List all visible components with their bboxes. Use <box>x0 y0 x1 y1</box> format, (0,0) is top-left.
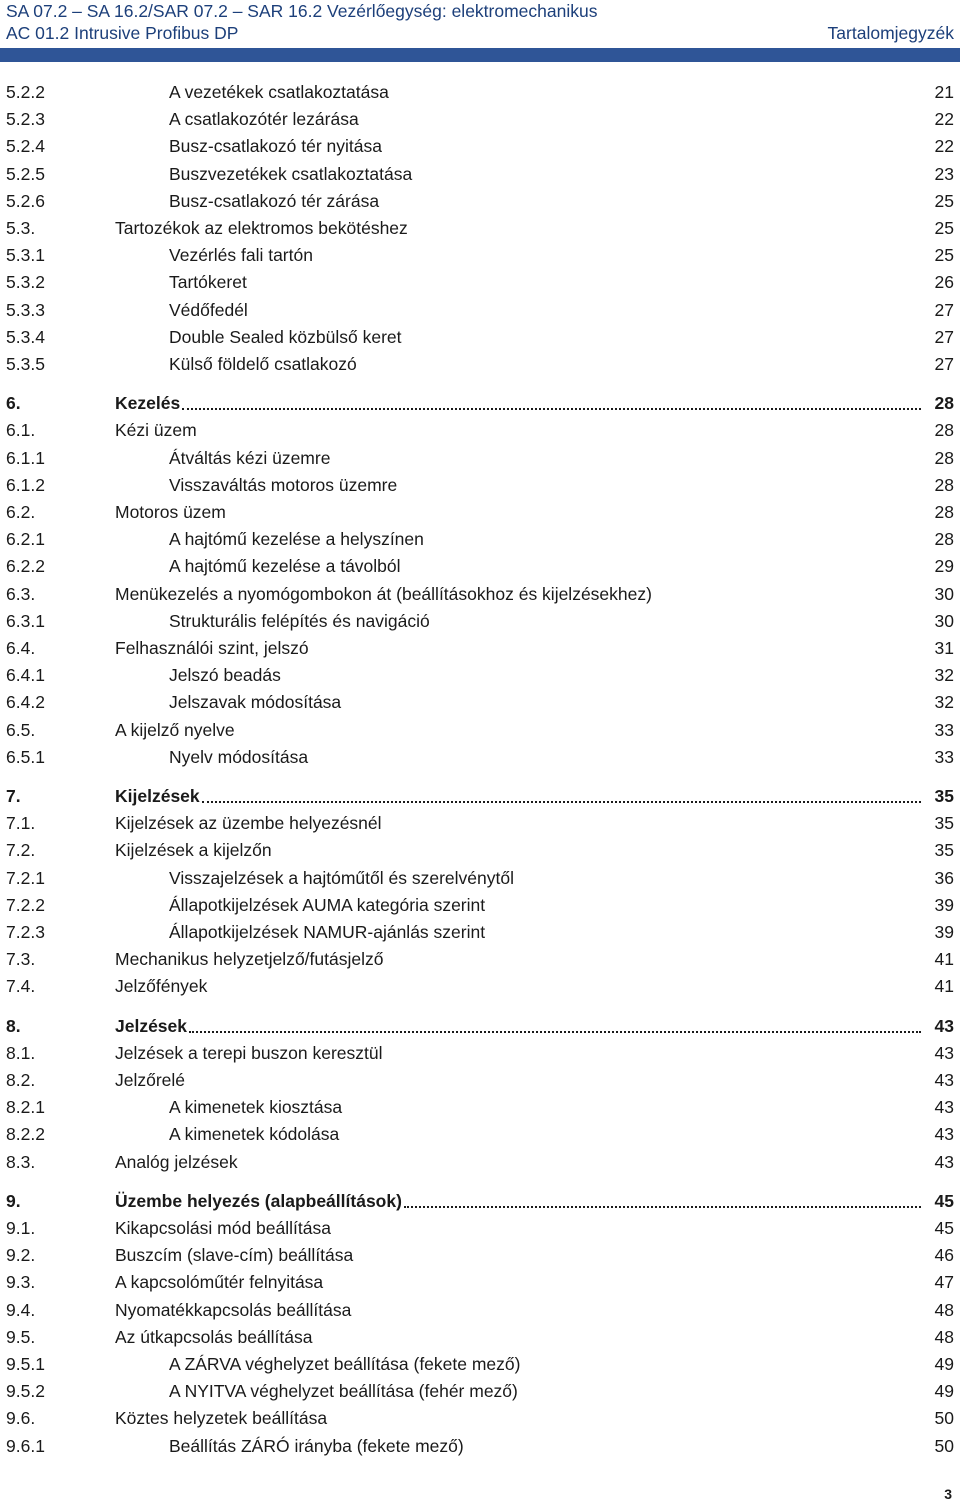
toc-entry-number: 6.5. <box>6 719 36 740</box>
toc-entry-number: 9.5. <box>6 1326 36 1347</box>
toc-entry-number: 8.2. <box>6 1070 36 1090</box>
toc-entry-number: 9.2. <box>6 1245 36 1266</box>
page-header <box>0 0 960 66</box>
toc-entry[interactable] <box>0 1325 960 1349</box>
toc-entry[interactable] <box>0 1352 960 1376</box>
toc-entry[interactable] <box>0 80 960 104</box>
toc-entry-title: Kezelés <box>115 393 181 414</box>
section-title: Tartalomjegyzék <box>827 23 954 43</box>
toc-entry-number: 8. <box>6 1015 21 1036</box>
toc-entry-page: 31 <box>934 638 954 658</box>
toc-entry[interactable] <box>0 1150 960 1174</box>
toc-entry-title: Buszcím (slave-cím) beállítása <box>115 1245 354 1266</box>
toc-entry-page: 33 <box>934 719 954 740</box>
toc-entry-page: 45 <box>934 1218 954 1238</box>
toc-entry[interactable] <box>0 527 960 551</box>
toc-entry-number: 5.2.4 <box>6 136 45 157</box>
toc-entry-number: 5.3.3 <box>6 299 45 320</box>
toc-entry-number: 9.6.1 <box>6 1435 45 1456</box>
document-title: SA 07.2 – SA 16.2/SAR 07.2 – SAR 16.2 Vezérlőegység: elektromechanikus <box>6 1 598 21</box>
toc-entry[interactable] <box>0 690 960 714</box>
toc-entry-page: 30 <box>934 610 954 631</box>
toc-entry-title: A ZÁRVA véghelyzet beállítása (fekete mező) <box>169 1354 521 1374</box>
toc-entry-title: Jelzőrelé <box>115 1070 186 1090</box>
toc-entry-page: 49 <box>934 1381 954 1402</box>
toc-entry[interactable] <box>0 866 960 890</box>
toc-entry[interactable] <box>0 1298 960 1322</box>
toc-entry-title: Védőfedél <box>169 299 248 320</box>
toc-entry-number: 5.3.4 <box>6 326 45 347</box>
toc-entry-title: A hajtómű kezelése a távolból <box>169 556 401 577</box>
toc-entry[interactable] <box>0 107 960 131</box>
toc-entry[interactable] <box>0 582 960 606</box>
toc-entry-title: A kapcsolóműtér felnyitása <box>115 1272 324 1293</box>
toc-entry-title: Jelzések a terepi buszon keresztül <box>115 1042 383 1063</box>
toc-entry-title: Double Sealed közbülső keret <box>169 326 402 347</box>
toc-entry-title: Tartozékok az elektromos bekötéshez <box>115 218 408 238</box>
toc-entry-page: 50 <box>934 1408 954 1429</box>
toc-entry-number: 5.2.6 <box>6 190 45 211</box>
toc-entry[interactable] <box>0 1095 960 1119</box>
toc-entry-page: 33 <box>934 746 954 767</box>
toc-entry-number: 6.1. <box>6 420 36 441</box>
toc-entry-page: 27 <box>934 299 954 320</box>
toc-entry-title: Motoros üzem <box>115 502 226 522</box>
toc-entry-number: 7. <box>6 786 21 806</box>
toc-entry-number: 6.5.1 <box>6 746 45 767</box>
toc-entry-title: A vezetékek csatlakoztatása <box>169 82 389 102</box>
toc-entry-page: 43 <box>934 1097 954 1118</box>
toc-entry-title: Kijelzések a kijelzőn <box>115 840 272 861</box>
toc-entry[interactable] <box>0 1379 960 1403</box>
toc-entry-page: 29 <box>934 556 954 577</box>
toc-entry-number: 7.4. <box>6 976 36 997</box>
toc-entry-page: 43 <box>934 1151 954 1172</box>
toc-entry-number: 9.1. <box>6 1218 36 1238</box>
toc-entry-title: Kijelzések az üzembe helyezésnél <box>115 813 382 834</box>
toc-entry-page: 39 <box>934 922 954 942</box>
toc-entry[interactable] <box>0 893 960 917</box>
toc-entry-page: 39 <box>934 894 954 915</box>
toc-entry-title: Menükezelés a nyomógombokon át (beállításokhoz és kijelzésekhez) <box>115 583 652 604</box>
toc-entry[interactable] <box>0 920 960 944</box>
toc-entry-page: 28 <box>934 529 954 550</box>
toc-entry-title: A kimenetek kódolása <box>169 1124 340 1145</box>
toc-entry-page: 50 <box>934 1435 954 1456</box>
toc-entry-number: 6.2.2 <box>6 556 45 577</box>
toc-entry-number: 7.3. <box>6 949 36 970</box>
toc-entry-title: Külső földelő csatlakozó <box>169 354 357 374</box>
toc-entry-title: Az útkapcsolás beállítása <box>115 1326 313 1347</box>
toc-entry-number: 9.5.2 <box>6 1381 45 1402</box>
toc-entry-page: 35 <box>934 840 954 861</box>
toc-entry-title: A NYITVA véghelyzet beállítása (fehér mező) <box>169 1381 518 1402</box>
toc-entry[interactable] <box>0 811 960 835</box>
toc-entry-title: Átváltás kézi üzemre <box>169 447 331 468</box>
toc-entry-number: 8.1. <box>6 1042 36 1063</box>
toc-entry-number: 9.6. <box>6 1408 36 1429</box>
toc-entry-number: 6.1.2 <box>6 474 45 495</box>
toc-entry[interactable] <box>0 554 960 578</box>
toc-entry-number: 6. <box>6 393 21 414</box>
page-number: 3 <box>944 1486 952 1502</box>
toc-entry-number: 6.1.1 <box>6 447 45 468</box>
toc-entry[interactable] <box>0 162 960 186</box>
toc-entry-page: 41 <box>934 976 954 997</box>
toc-entry-number: 7.2. <box>6 840 36 861</box>
toc-entry-page: 43 <box>934 1042 954 1063</box>
toc-entry-title: Busz-csatlakozó tér zárása <box>169 190 380 211</box>
toc-entry-title: Jelzések <box>115 1015 188 1036</box>
toc-entry-title: Állapotkijelzések NAMUR-ajánlás szerint <box>169 922 486 942</box>
toc-entry-number: 7.1. <box>6 813 36 834</box>
toc-entry-page: 43 <box>934 1015 954 1036</box>
toc-entry-page: 28 <box>934 474 954 495</box>
toc-entry[interactable] <box>0 189 960 213</box>
toc-entry-title: Felhasználói szint, jelszó <box>115 638 309 658</box>
toc-entry[interactable] <box>0 1216 960 1240</box>
toc-entry-page: 49 <box>934 1354 954 1374</box>
toc-dot-leader <box>189 1031 921 1033</box>
toc-entry-page: 28 <box>934 420 954 441</box>
toc-entry[interactable] <box>0 391 960 415</box>
toc-entry-number: 6.2. <box>6 502 36 522</box>
toc-entry[interactable] <box>0 1406 960 1430</box>
toc-entry-page: 25 <box>934 245 954 266</box>
toc-entry-title: Mechanikus helyzetjelző/futásjelző <box>115 949 384 970</box>
toc-entry-number: 5.3. <box>6 218 36 238</box>
toc-entry-title: Buszvezetékek csatlakoztatása <box>169 163 413 184</box>
toc-entry-page: 27 <box>934 326 954 347</box>
toc-entry[interactable] <box>0 352 960 376</box>
toc-entry-page: 28 <box>934 393 954 414</box>
toc-entry[interactable] <box>0 500 960 524</box>
toc-entry-number: 5.2.3 <box>6 109 45 130</box>
toc-entry-title: Állapotkijelzések AUMA kategória szerint <box>169 894 486 915</box>
toc-entry-number: 6.4.1 <box>6 665 45 686</box>
toc-entry-page: 28 <box>934 447 954 468</box>
toc-entry-page: 43 <box>934 1124 954 1145</box>
toc-entry-page: 21 <box>934 82 954 102</box>
toc-entry-page: 35 <box>934 813 954 834</box>
toc-entry[interactable] <box>0 134 960 158</box>
toc-entry-title: A kimenetek kiosztása <box>169 1097 343 1118</box>
toc-entry-number: 9.4. <box>6 1299 36 1320</box>
toc-entry[interactable] <box>0 974 960 998</box>
toc-entry-number: 6.3. <box>6 583 36 604</box>
toc-entry[interactable] <box>0 1041 960 1065</box>
toc-entry-title: Kijelzések <box>115 786 200 806</box>
toc-entry[interactable] <box>0 1122 960 1146</box>
toc-entry-page: 46 <box>934 1245 954 1266</box>
toc-entry[interactable] <box>0 1270 960 1294</box>
toc-entry-number: 5.2.5 <box>6 163 45 184</box>
toc-entry-number: 7.2.1 <box>6 867 45 888</box>
toc-entry-title: A kijelző nyelve <box>115 719 235 740</box>
toc-entry-page: 48 <box>934 1299 954 1320</box>
toc-entry-title: Visszaváltás motoros üzemre <box>169 474 398 495</box>
toc-entry-page: 22 <box>934 109 954 130</box>
toc-entry[interactable] <box>0 270 960 294</box>
toc-entry-title: Üzembe helyezés (alapbeállítások) <box>115 1190 402 1211</box>
toc-entry-title: Strukturális felépítés és navigáció <box>169 610 430 631</box>
toc-entry-page: 28 <box>934 502 954 522</box>
toc-entry-number: 8.2.1 <box>6 1097 45 1118</box>
toc-entry-title: Vezérlés fali tartón <box>169 245 313 266</box>
toc-entry-page: 45 <box>934 1190 954 1211</box>
toc-entry-page: 35 <box>934 786 954 806</box>
toc-entry[interactable] <box>0 325 960 349</box>
toc-entry-number: 5.3.5 <box>6 354 45 374</box>
toc-entry[interactable] <box>0 718 960 742</box>
toc-entry-title: A csatlakozótér lezárása <box>169 109 359 130</box>
toc-entry[interactable] <box>0 216 960 240</box>
toc-entry[interactable] <box>0 663 960 687</box>
toc-entry-page: 26 <box>934 272 954 293</box>
toc-entry-page: 27 <box>934 354 954 374</box>
toc-entry-title: Jelszavak módosítása <box>169 692 342 713</box>
toc-entry[interactable] <box>0 1068 960 1092</box>
toc-entry-title: A hajtómű kezelése a helyszínen <box>169 529 424 550</box>
toc-entry-number: 5.2.2 <box>6 82 45 102</box>
toc-entry-number: 6.3.1 <box>6 610 45 631</box>
toc-entry[interactable] <box>0 446 960 470</box>
toc-entry-page: 22 <box>934 136 954 157</box>
toc-entry-number: 7.2.3 <box>6 922 45 942</box>
toc-entry[interactable] <box>0 473 960 497</box>
toc-entry-page: 30 <box>934 583 954 604</box>
toc-entry[interactable] <box>0 1189 960 1213</box>
toc-entry-page: 43 <box>934 1070 954 1090</box>
toc-entry-title: Kikapcsolási mód beállítása <box>115 1218 331 1238</box>
toc-entry-number: 9.3. <box>6 1272 36 1293</box>
toc-entry-number: 6.4. <box>6 638 36 658</box>
toc-entry-number: 9.5.1 <box>6 1354 45 1374</box>
toc-entry-title: Nyomatékkapcsolás beállítása <box>115 1299 352 1320</box>
toc-dot-leader <box>182 408 921 410</box>
toc-entry[interactable] <box>0 243 960 267</box>
toc-entry-number: 8.3. <box>6 1151 36 1172</box>
toc-entry[interactable] <box>0 636 960 660</box>
toc-entry-title: Köztes helyzetek beállítása <box>115 1408 328 1429</box>
toc-entry-page: 36 <box>934 867 954 888</box>
toc-entry[interactable] <box>0 1014 960 1038</box>
toc-entry-title: Tartókeret <box>169 272 247 293</box>
toc-dot-leader <box>404 1206 921 1208</box>
toc-entry-title: Visszajelzések a hajtóműtől és szerelvénytől <box>169 867 514 888</box>
toc-entry-page: 23 <box>934 163 954 184</box>
toc-entry[interactable] <box>0 784 960 808</box>
toc-entry-number: 7.2.2 <box>6 894 45 915</box>
toc-entry[interactable] <box>0 418 960 442</box>
toc-entry-title: Nyelv módosítása <box>169 746 309 767</box>
toc-entry[interactable] <box>0 609 960 633</box>
toc-entry[interactable] <box>0 838 960 862</box>
toc-entry-page: 32 <box>934 665 954 686</box>
header-rule <box>0 48 960 62</box>
toc-entry-page: 41 <box>934 949 954 970</box>
toc-entry[interactable] <box>0 298 960 322</box>
toc-entry-page: 47 <box>934 1272 954 1293</box>
toc-entry-page: 48 <box>934 1326 954 1347</box>
toc-entry-number: 5.3.1 <box>6 245 45 266</box>
toc-dot-leader <box>202 801 921 803</box>
toc-entry-title: Jelszó beadás <box>169 665 281 686</box>
toc-entry-page: 25 <box>934 218 954 238</box>
toc-entry-number: 6.4.2 <box>6 692 45 713</box>
document-subtitle: AC 01.2 Intrusive Profibus DP <box>6 23 239 43</box>
toc-entry-title: Beállítás ZÁRÓ irányba (fekete mező) <box>169 1435 464 1456</box>
toc-entry-number: 8.2.2 <box>6 1124 45 1145</box>
toc-entry-title: Jelzőfények <box>115 976 208 997</box>
toc-entry-title: Analóg jelzések <box>115 1151 238 1172</box>
toc-entry-title: Busz-csatlakozó tér nyitása <box>169 136 383 157</box>
toc-entry[interactable] <box>0 1434 960 1458</box>
toc-entry[interactable] <box>0 745 960 769</box>
toc-entry[interactable] <box>0 1243 960 1267</box>
toc-entry-page: 32 <box>934 692 954 713</box>
toc-entry-number: 9. <box>6 1190 21 1211</box>
toc-entry-number: 6.2.1 <box>6 529 45 550</box>
toc-entry-number: 5.3.2 <box>6 272 45 293</box>
toc-entry-title: Kézi üzem <box>115 420 197 441</box>
toc-entry[interactable] <box>0 947 960 971</box>
toc-entry-page: 25 <box>934 190 954 211</box>
